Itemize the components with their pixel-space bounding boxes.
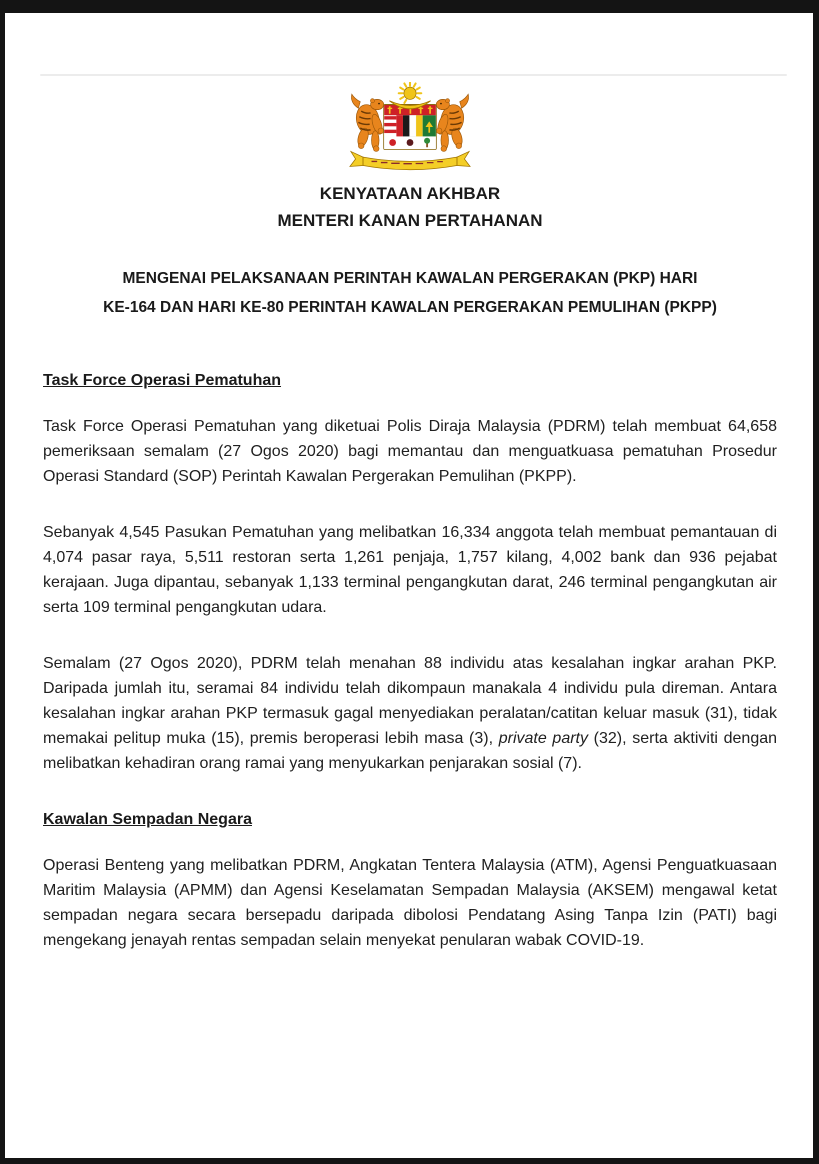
document-content [43, 13, 777, 984]
document-title [43, 264, 777, 322]
paragraph-text: Sebanyak 4,545 Pasukan Pematuhan yang melibatkan 16,334 anggota telah membuat pemantauan di 4,074 pasar raya, 5,511 restoran serta 1,261 penjaja, 1,757 kilang, 4,002 bank dan 936 pejabat kerajaan. Juga dipantau, sebanyak 1,133 terminal pengangkutan darat, 246 terminal pengangkutan air serta 109 terminal pengangkutan udara. [43, 524, 777, 616]
malaysia-coat-of-arms-icon [335, 82, 485, 174]
paragraph-text: Task Force Operasi Pematuhan yang diketuai Polis Diraja Malaysia (PDRM) telah membuat 64,658 pemeriksaan semalam (27 Ogos 2020) bagi memantau dan menguatkuasa pematuhan Prosedur Operasi Standard (SOP) Perintah Kawalan Pergerakan Pemulihan (PKPP). [43, 418, 777, 485]
document-page [5, 13, 813, 1158]
shield-icon [384, 105, 437, 150]
paragraph-text: (32), serta aktiviti dengan melibatkan kehadiran orang ramai yang menyukarkan penjarakan sosial (7). [43, 730, 778, 772]
paragraph-task-force-2 [43, 520, 777, 620]
paragraph-text: Semalam (27 Ogos 2020), PDRM telah menahan 88 individu atas kesalahan ingkar arahan PKP. Daripada jumlah itu, seramai 84 individu telah dikompaun manakala 4 individu pula direman. Antara kesalahan ingkar arahan PKP termasuk gagal menyediakan peralatan/catitan keluar masuk (31), tidak memakai pelitup muka (15), premis beroperasi lebih masa (3), [43, 655, 777, 747]
press-statement-label: KENYATAAN AKHBAR [319, 184, 501, 203]
paragraph-task-force-1 [43, 414, 777, 489]
paragraph-task-force-3 [43, 651, 777, 776]
italic-phrase: private party [498, 730, 588, 747]
paragraph-border-control-1 [43, 853, 777, 953]
document-title-line1: MENGENAI PELAKSANAAN PERINTAH KAWALAN PERGERAKAN (PKP) HARI [122, 270, 698, 287]
section-heading-border-control: Kawalan Sempadan Negara [43, 811, 252, 828]
paragraph-text: Operasi Benteng yang melibatkan PDRM, Angkatan Tentera Malaysia (ATM), Agensi Penguatkuasaan Maritim Malaysia (APMM) dan Agensi Keselamatan Sempadan Malaysia (AKSEM) mengawal ketat sempadan negara secara bersepadu daripada dibolosi Pendatang Asing Tanpa Izin (PATI) bagi mengekang jenayah rentas sempadan selain menyekat penularan wabak COVID-19. [43, 857, 777, 949]
motto-ribbon-icon [350, 151, 470, 169]
press-statement-header [43, 180, 777, 234]
tiger-supporter-icon [351, 94, 384, 151]
document-title-line2: KE-164 DAN HARI KE-80 PERINTAH KAWALAN PERGERAKAN PEMULIHAN (PKPP) [103, 299, 717, 316]
section-heading-task-force: Task Force Operasi Pematuhan [43, 372, 282, 389]
minister-title: MENTERI KANAN PERTAHANAN [277, 211, 543, 230]
